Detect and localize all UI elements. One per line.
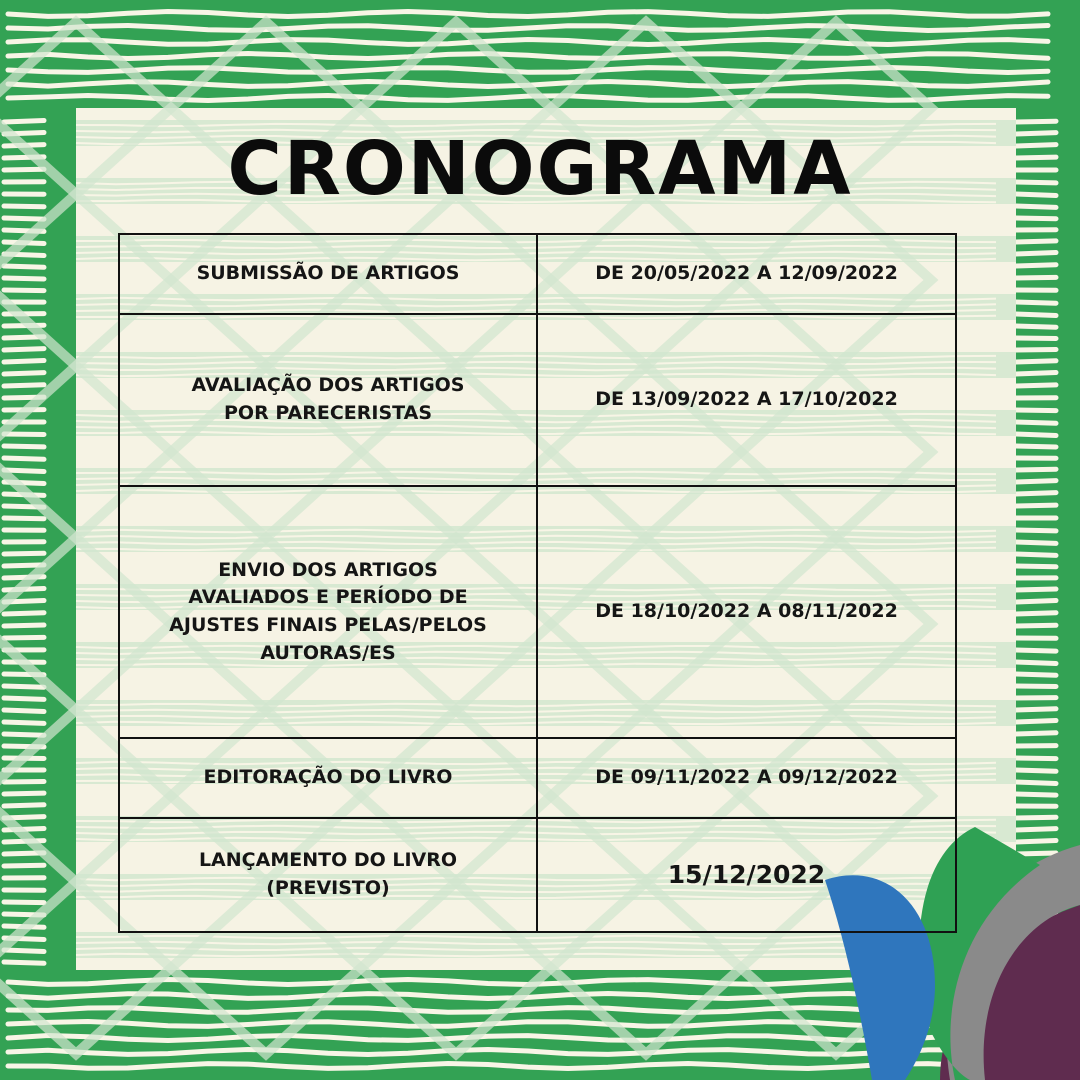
table-row xyxy=(119,234,956,314)
period-cell: DE 18/10/2022 A 08/11/2022 xyxy=(537,486,956,738)
stage-text: AVALIADOS E PERÍODO DE xyxy=(188,586,468,609)
table-row xyxy=(119,314,956,486)
table-row xyxy=(119,818,956,932)
stage-text: LANÇAMENTO DO LIVRO xyxy=(198,849,458,872)
stage-text: EDITORAÇÃO DO LIVRO xyxy=(203,766,453,789)
stage-text: AUTORAS/ES xyxy=(260,641,396,664)
stage-text: SUBMISSÃO DE ARTIGOS xyxy=(196,262,460,285)
stage-text: AVALIAÇÃO DOS ARTIGOS xyxy=(191,374,465,397)
stage-cell xyxy=(119,234,537,314)
period-cell: 15/12/2022 xyxy=(537,818,956,932)
stage-cell xyxy=(119,818,537,932)
stage-cell xyxy=(119,314,537,486)
stage-text: (PREVISTO) xyxy=(266,877,390,899)
schedule-table xyxy=(118,233,957,933)
period-cell: DE 13/09/2022 A 17/10/2022 xyxy=(537,314,956,486)
stage-cell xyxy=(119,486,537,738)
stage-text: POR PARECERISTAS xyxy=(224,402,432,424)
stage-text: AJUSTES FINAIS PELAS/PELOS xyxy=(169,614,487,636)
page-title: CRONOGRAMA xyxy=(227,126,853,212)
table-row xyxy=(119,738,956,818)
stage-text: ENVIO DOS ARTIGOS xyxy=(218,558,438,581)
stage-cell xyxy=(119,738,537,818)
period-cell: DE 09/11/2022 A 09/12/2022 xyxy=(537,738,956,818)
table-row xyxy=(119,486,956,738)
period-cell: DE 20/05/2022 A 12/09/2022 xyxy=(537,234,956,314)
